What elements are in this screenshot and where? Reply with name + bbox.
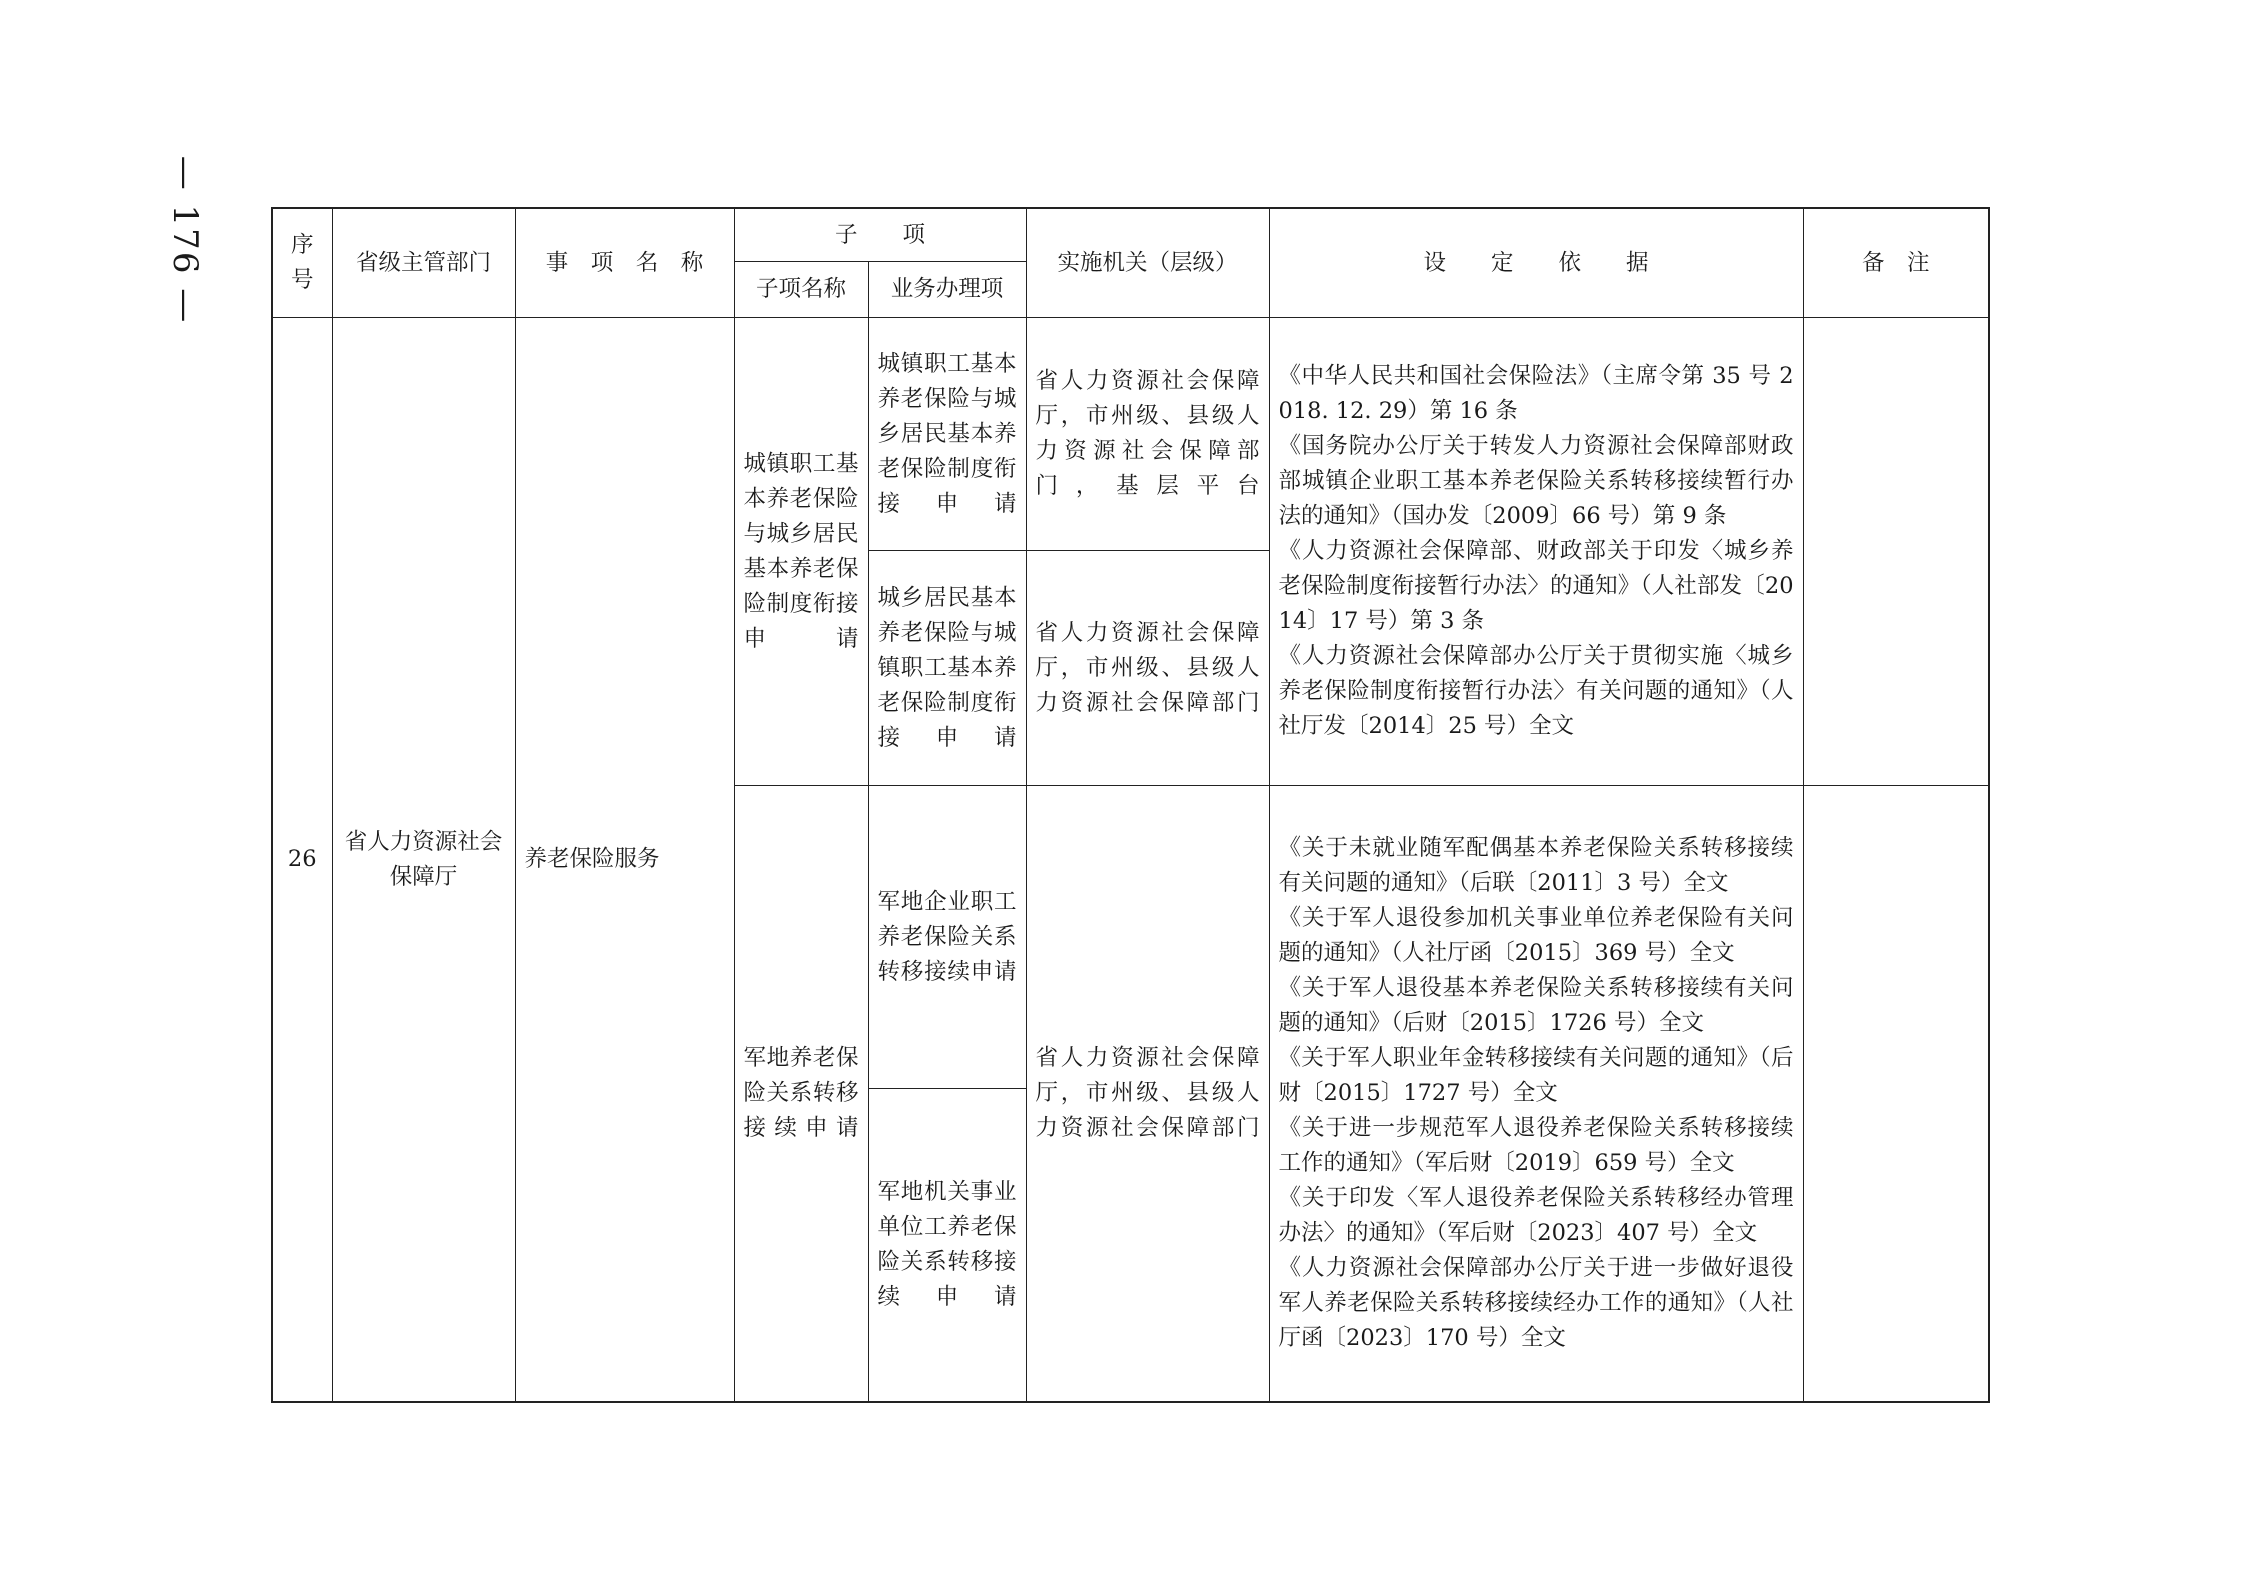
basis-line: 《关于军人职业年金转移接续有关问题的通知》（后财〔2015〕1727 号）全文 (1278, 1045, 1794, 1106)
header-agency: 实施机关（层级） (1026, 208, 1269, 318)
basis-line: 《国务院办公厅关于转发人力资源社会保障部财政部城镇企业职工基本养老保险关系转移接续暂行办法的通知》（国办发〔2009〕66 号）第 9 条 (1278, 433, 1794, 529)
header-sub-name: 子项名称 (734, 262, 868, 318)
cell-agency-1-2: 省人力资源社会保障厅，市州级、县级人力资源社会保障部门 (1026, 551, 1269, 786)
cell-basis-2 (1269, 786, 1803, 1403)
cell-seq: 26 (272, 318, 332, 1403)
cell-subitem-name-2: 军地养老保险关系转移接续申请 (734, 786, 868, 1403)
header-basis: 设 定 依 据 (1269, 208, 1803, 318)
basis-line: 《关于军人退役参加机关事业单位养老保险有关问题的通知》（人社厅函〔2015〕369 号）全文 (1278, 905, 1794, 966)
basis-line: 《人力资源社会保障部办公厅关于进一步做好退役军人养老保险关系转移接续经办工作的通知》（人社厅函〔2023〕170 号）全文 (1278, 1255, 1794, 1351)
cell-business-2-2: 军地机关事业单位工养老保险关系转移接续申请 (868, 1089, 1026, 1403)
cell-remark-1 (1803, 318, 1989, 786)
page-number: — 176 — (165, 155, 205, 325)
cell-basis-1 (1269, 318, 1803, 786)
cell-business-1-2: 城乡居民基本养老保险与城镇职工基本养老保险制度衔接申请 (868, 551, 1026, 786)
header-remark: 备 注 (1803, 208, 1989, 318)
cell-dept: 省人力资源社会保障厅 (332, 318, 515, 1403)
header-item-name: 事 项 名 称 (515, 208, 734, 318)
basis-line: 《关于未就业随军配偶基本养老保险关系转移接续有关问题的通知》（后联〔2011〕3 号）全文 (1278, 835, 1794, 896)
header-sub-group: 子 项 (734, 208, 1026, 262)
basis-line: 《中华人民共和国社会保险法》（主席令第 35 号 2018. 12. 29）第 16 条 (1278, 363, 1794, 424)
cell-subitem-name-1: 城镇职工基本养老保险与城乡居民基本养老保险制度衔接申请 (734, 318, 868, 786)
header-seq: 序号 (272, 208, 332, 318)
cell-business-2-1: 军地企业职工养老保险关系转移接续申请 (868, 786, 1026, 1089)
header-business: 业务办理项 (868, 262, 1026, 318)
cell-business-1-1: 城镇职工基本养老保险与城乡居民基本养老保险制度衔接申请 (868, 318, 1026, 551)
cell-agency-2: 省人力资源社会保障厅，市州级、县级人力资源社会保障部门 (1026, 786, 1269, 1403)
items-table (271, 207, 1990, 1403)
basis-line: 《人力资源社会保障部办公厅关于贯彻实施〈城乡养老保险制度衔接暂行办法〉有关问题的通知》（人社厅发〔2014〕25 号）全文 (1278, 643, 1794, 739)
cell-agency-1-1: 省人力资源社会保障厅，市州级、县级人力资源社会保障部门，基层平台 (1026, 318, 1269, 551)
cell-remark-2 (1803, 786, 1989, 1403)
cell-item-name: 养老保险服务 (515, 318, 734, 1403)
basis-line: 《关于印发〈军人退役养老保险关系转移经办管理办法〉的通知》（军后财〔2023〕407 号）全文 (1278, 1185, 1794, 1246)
basis-line: 《人力资源社会保障部、财政部关于印发〈城乡养老保险制度衔接暂行办法〉的通知》（人社部发〔2014〕17 号）第 3 条 (1278, 538, 1794, 634)
basis-line: 《关于军人退役基本养老保险关系转移接续有关问题的通知》（后财〔2015〕1726 号）全文 (1278, 975, 1794, 1036)
header-dept: 省级主管部门 (332, 208, 515, 318)
basis-line: 《关于进一步规范军人退役养老保险关系转移接续工作的通知》（军后财〔2019〕659 号）全文 (1278, 1115, 1794, 1176)
